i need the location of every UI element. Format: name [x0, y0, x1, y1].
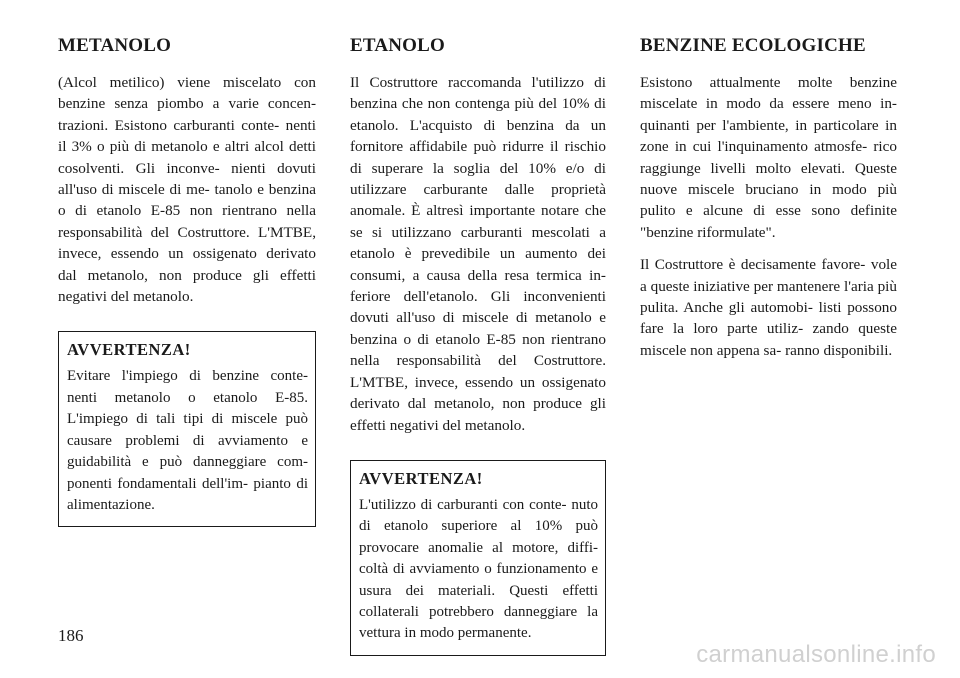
warning-box — [350, 460, 606, 656]
warning-text: Evitare l'impiego di benzine conte- nenti metanolo o etanolo E-85. L'impiego di tali tipi di miscele può causare problemi di avviamento e guidabilità e può danneggiare com- ponenti fondamentali dell'im- pianto di alimentazione. — [67, 368, 308, 513]
section-paragraph: Il Costruttore raccomanda l'utilizzo di benzina che non contenga più del 10% di etanolo. L'acquisto di benzina da un fornitore affidabile può ridurre il rischio di superare la soglia del 10% e/o di utilizzare carburante dalle proprietà anomale. È altresì importante notare che se si utilizzano carburanti mescolati a etanolo è prevedibile un aumento dei consumi, a causa della resa termica in- feriore dell'etanolo. Gli inconvenienti dovuti all'uso di miscele di metanolo e benzina o di etanolo E-85 non rientrano nella responsabilità del Costruttore. L'MTBE, invece, essendo un ossigenato derivato dal metanolo, non produce gli effetti negativi del metanolo. — [350, 74, 606, 434]
section-metanolo — [58, 34, 316, 527]
section-benzine-ecologiche — [640, 34, 897, 361]
warning-title: AVVERTENZA! — [67, 340, 191, 360]
warning-box — [58, 331, 316, 527]
section-paragraph: Esistono attualmente molte benzine miscelate in modo da essere meno in- quinanti per l'ambiente, in particolare in zone in cui l'inquinamento atmosfe- rico raggiunge livelli molto elevati. Queste nuove miscele bruciano in modo più pulito e alcune di esse sono definite "benzine riformulate". — [640, 74, 897, 241]
warning-text: L'utilizzo di carburanti con conte- nuto di etanolo superiore al 10% può provocare anomalie al motore, diffi- coltà di avviamento o funzionamento e usura dei materiali. Questi effetti collaterali potrebbero danneggiare la vettura in modo permanente. — [359, 496, 598, 642]
section-title: METANOLO — [58, 35, 172, 56]
section-paragraph: (Alcol metilico) viene miscelato con benzine senza piombo a varie concen- trazioni. Esistono carburanti conte- nenti il 3% o più di metanolo e altri alcol detti cosolventi. Gli inconve- nienti dovuti all'uso di miscele di me- tanolo e benzina o di etanolo E-85 non rientrano nella responsabilità del Costruttore. L'MTBE, invece, essendo un ossigenato derivato dal metanolo, non produce gli effetti negativi del metanolo. — [58, 74, 316, 306]
section-title: BENZINE ECOLOGICHE — [640, 35, 866, 56]
section-title: ETANOLO — [350, 35, 446, 56]
warning-title: AVVERTENZA! — [359, 468, 483, 488]
watermark: carmanualsonline.info — [696, 641, 936, 668]
section-etanolo — [350, 34, 606, 656]
section-paragraph: Il Costruttore è decisamente favore- vole a queste iniziative per mantenere l'aria più pulita. Anche gli automobi- listi possono fare la loro parte utiliz- zando queste miscele non appena sa- ranno disponibili. — [640, 256, 897, 359]
page-number: 186 — [58, 626, 84, 645]
